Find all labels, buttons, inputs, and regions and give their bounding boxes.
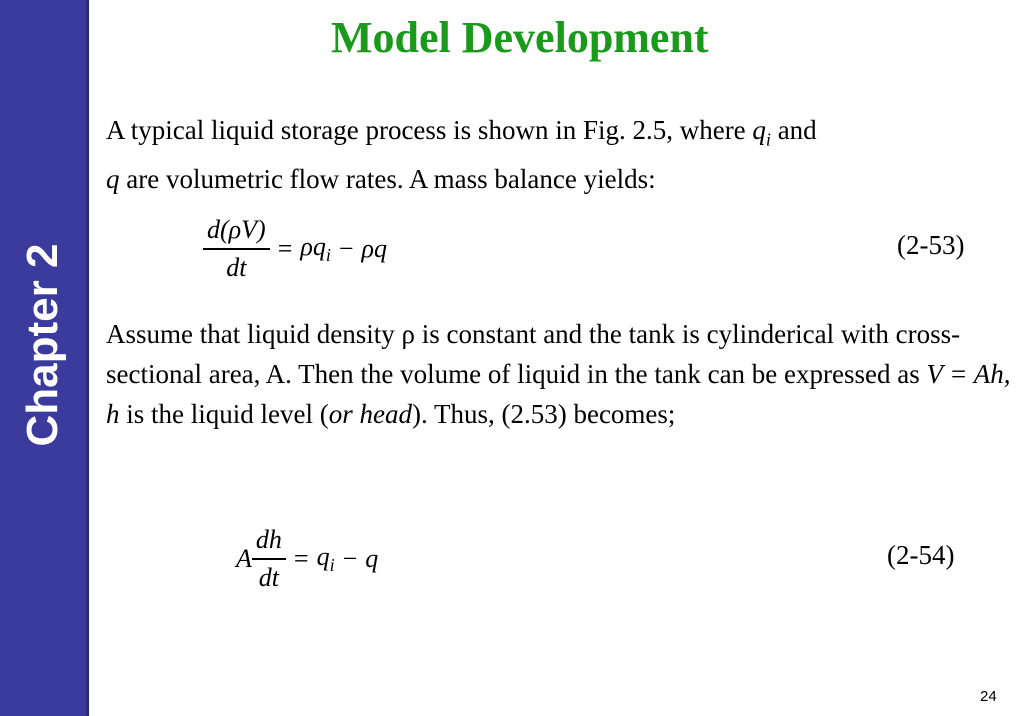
- paragraph-intro: [106, 110, 1016, 199]
- fraction-denominator: dt: [258, 562, 279, 592]
- rhs-term: ρq: [361, 234, 388, 263]
- paragraph-text: ). Thus, (2.53) becomes;: [411, 399, 676, 429]
- area-coefficient: A: [236, 544, 252, 573]
- fraction-numerator: d(ρV): [207, 215, 266, 245]
- q-symbol: q: [106, 164, 120, 195]
- page-number: 24: [980, 688, 997, 705]
- paragraph-text: is the liquid level (: [119, 399, 329, 429]
- equation-number: (2-53): [897, 230, 965, 260]
- rhs-term: q: [365, 544, 379, 573]
- slide-title: Model Development: [331, 13, 709, 62]
- paragraph-text: and: [770, 115, 817, 145]
- paragraph-assumption: [106, 314, 1016, 434]
- paragraph-text: Assume that liquid density ρ is constant and the tank is cylinderical with cross-sectional area, A. Then the volume of liquid in the tank can be expressed as: [106, 319, 961, 389]
- rhs-term: $\rho q_i$: [300, 231, 331, 266]
- fraction: [203, 216, 270, 282]
- equation-level: [236, 522, 378, 596]
- chapter-label: Chapter 2: [18, 243, 67, 447]
- paragraph-text: are volumetric flow rates. A mass balance yields:: [119, 164, 656, 195]
- fraction-denominator: dt: [226, 252, 247, 282]
- chapter-sidebar: [0, 0, 86, 716]
- equals-sign: =: [277, 234, 293, 263]
- sidebar-divider: [86, 0, 89, 716]
- equals-sign: =: [293, 544, 309, 573]
- qi-symbol: $q_i$: [752, 115, 771, 150]
- fraction: [252, 526, 286, 592]
- volume-relation: V = Ah, h: [106, 359, 1011, 429]
- fraction-numerator: dh: [255, 525, 282, 555]
- equation-number: (2-54): [887, 540, 955, 570]
- minus-sign: −: [338, 234, 354, 263]
- equation-mass-balance: [203, 212, 387, 286]
- rhs-term: $q_i$: [316, 541, 335, 576]
- or-head-text: or head: [328, 399, 412, 429]
- paragraph-text: A typical liquid storage process is shown in Fig. 2.5, where: [106, 115, 753, 145]
- minus-sign: −: [342, 544, 358, 573]
